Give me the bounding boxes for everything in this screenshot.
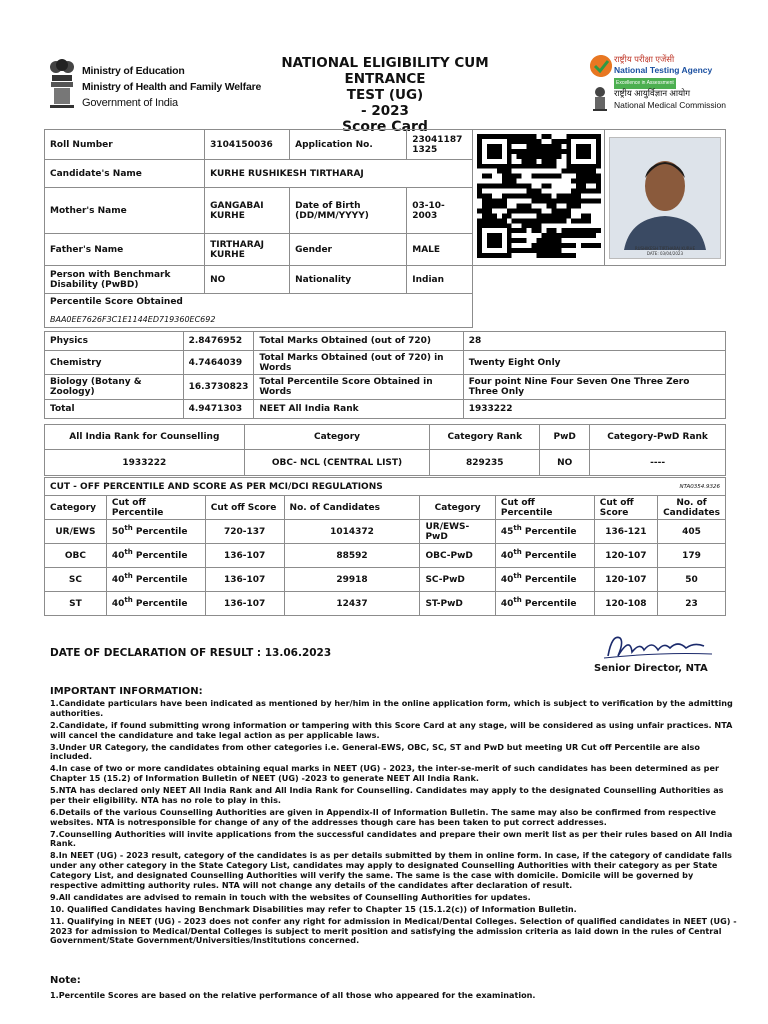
nmc-english-name: National Medical Commission <box>614 100 726 110</box>
important-info-list <box>50 699 740 948</box>
ordinal-suffix: th <box>513 595 522 604</box>
score-hash: BAA0EE7626F3C1E1144ED719360EC692 <box>50 315 216 324</box>
result-value: Four point Nine Four Seven One Three Zero Three Only <box>463 375 725 400</box>
candidate-photo <box>609 137 721 259</box>
cutoff-percentile <box>106 544 205 568</box>
subject-label: Chemistry <box>45 351 184 375</box>
nmc-emblem-icon <box>592 86 608 112</box>
result-label: Total Marks Obtained (out of 720) in Words <box>254 351 463 375</box>
percentile-word: Percentile <box>524 526 577 537</box>
mother-name-label: Mother's Name <box>45 188 205 234</box>
air-value: 1933222 <box>45 450 245 476</box>
category-text: UR/EWS-PwD <box>425 521 470 542</box>
cutoff-score-pwd <box>594 568 657 592</box>
cutoff-score-pwd <box>594 592 657 616</box>
score-text: 136-107 <box>223 598 266 609</box>
pwbd-value: NO <box>205 266 290 294</box>
page-title <box>240 55 530 135</box>
info-item: 3.Under UR Category, the candidates from other categories i.e. General-EWS, OBC, SC, ST and PwD but meeting UR Cut off Percentile are also included. <box>50 741 700 762</box>
category-text: SC <box>68 574 82 585</box>
candidates-count <box>284 520 420 544</box>
cutoff-row <box>45 592 726 616</box>
percentile-word: Percentile <box>524 550 577 561</box>
qr-code-cell <box>473 130 605 266</box>
cutoff-percentile <box>106 592 205 616</box>
ministry-line-2: Ministry of Health and Family Welfare <box>82 81 262 93</box>
score-text: 720-137 <box>223 526 266 537</box>
score-text: 136-107 <box>223 574 266 585</box>
count-text: 179 <box>682 550 701 561</box>
photo-cell <box>604 130 725 266</box>
scores-table <box>44 331 726 419</box>
application-no-label: Application No. <box>290 130 407 160</box>
father-name-label: Father's Name <box>45 234 205 266</box>
roll-number-value: 3104150036 <box>205 130 290 160</box>
cutoff-category-pwd <box>420 592 495 616</box>
category-rank-value: 829235 <box>430 450 540 476</box>
subject-label: Physics <box>45 332 184 351</box>
count-text: 88592 <box>336 550 368 561</box>
percentile-number: 40 <box>111 550 125 561</box>
subject-percentile: 2.8476952 <box>183 332 254 351</box>
count-text: 12437 <box>336 598 368 609</box>
percentile-number: 40 <box>500 598 514 609</box>
percentile-word: Percentile <box>135 550 188 561</box>
score-text: 120-107 <box>605 550 647 561</box>
percentile-number: 40 <box>500 574 514 585</box>
candidates-count-pwd <box>658 544 726 568</box>
count-text: 405 <box>682 526 701 537</box>
candidates-count-pwd <box>658 592 726 616</box>
photo-caption-date: DATE: 03/04/2023 <box>646 250 684 256</box>
result-value: Twenty Eight Only <box>463 351 725 375</box>
percentile-number: 45 <box>500 526 514 537</box>
cutoff-category-pwd <box>420 544 495 568</box>
subject-percentile: 4.9471303 <box>183 400 254 419</box>
cutoff-category-header-2: Category <box>420 496 495 520</box>
nmc-hindi-name: राष्ट्रीय आयुर्विज्ञान आयोग <box>614 88 691 98</box>
cutoff-category-header: Category <box>45 496 107 520</box>
national-emblem-icon <box>46 55 78 111</box>
cutoff-table <box>44 477 726 616</box>
cutoff-score <box>205 592 284 616</box>
gender-label: Gender <box>290 234 407 266</box>
pwbd-label: Person with Benchmark Disability (PwBD) <box>45 266 205 294</box>
subject-percentile: 4.7464039 <box>183 351 254 375</box>
cutoff-percentile-pwd <box>495 544 594 568</box>
rank-table <box>44 424 726 476</box>
declaration-date: DATE OF DECLARATION OF RESULT : 13.06.2023 <box>50 647 332 659</box>
count-text: 1014372 <box>330 526 374 537</box>
agency-logos <box>590 52 760 114</box>
nta-hindi-name: राष्ट्रीय परीक्षा एजेंसी <box>614 54 675 64</box>
cutoff-category-pwd <box>420 520 495 544</box>
pwd-header: PwD <box>540 425 590 450</box>
percentile-number: 40 <box>500 550 514 561</box>
gender-value: MALE <box>407 234 473 266</box>
signature-icon <box>600 628 720 664</box>
cutoff-row <box>45 520 726 544</box>
candidates-count-pwd <box>658 520 726 544</box>
info-item: 2.Candidate, if found submitting wrong information or tampering with this Score Card at any stage, will be considered as using unfair practices. NTA will cancel the candidature and take legal action as per applicable laws. <box>50 719 733 740</box>
ministry-line-3: Government of India <box>82 97 178 109</box>
dob-label: Date of Birth (DD/MM/YYYY) <box>290 188 407 234</box>
title-line-3: - 2023 <box>361 103 409 119</box>
cutoff-percentile-pwd <box>495 592 594 616</box>
candidate-name-value: KURHE RUSHIKESH TIRTHARAJ <box>205 160 473 188</box>
cutoff-category <box>45 544 107 568</box>
count-text: 23 <box>685 598 698 609</box>
cutoff-score-header: Cut off Score <box>205 496 284 520</box>
percentile-word: Percentile <box>135 598 188 609</box>
mother-name-value: GANGABAI KURHE <box>205 188 290 234</box>
cutoff-score-pwd <box>594 520 657 544</box>
cutoff-percentile <box>106 568 205 592</box>
info-item: 8.In NEET (UG) - 2023 result, category of the candidates is as per details submitted by them in online form. In case, if the category of candidate falls under any other category in the State Category List, candidates may apply to designated Counselling Authorities with their category as per State Category List, and designated Counselling Authorities will verify the same. The same is the case with domicile. Domicile will be governed by respective admitting authority rules. NTA will not change any details of the candidates after declaration of result. <box>50 850 732 890</box>
cutoff-category-pwd <box>420 568 495 592</box>
candidates-count <box>284 544 420 568</box>
percentile-number: 40 <box>111 598 125 609</box>
category-value: OBC- NCL (CENTRAL LIST) <box>244 450 430 476</box>
cutoff-code: NTA0354.9326 <box>679 484 720 490</box>
nta-english-name: National Testing Agency <box>614 65 713 75</box>
note-heading: Note: <box>50 975 81 986</box>
result-value: 28 <box>463 332 725 351</box>
result-label: Total Percentile Score Obtained in Words <box>254 375 463 400</box>
percentile-word: Percentile <box>135 526 188 537</box>
percentile-heading-cell <box>45 294 473 328</box>
ministry-header <box>46 55 262 115</box>
nta-tagline: Excellence in Assessment <box>614 78 676 89</box>
info-item: 5.NTA has declared only NEET All India Rank and All India Rank for Counselling. Candidates may apply to the designated Counselling Authorities as per their eligibility. NTA has no role to play in this. <box>50 785 724 805</box>
empty-cell <box>473 266 726 294</box>
nationality-value: Indian <box>407 266 473 294</box>
dob-value: 03-10-2003 <box>407 188 473 234</box>
category-text: ST-PwD <box>425 598 463 609</box>
result-label: Total Marks Obtained (out of 720) <box>254 332 463 351</box>
category-text: OBC-PwD <box>425 550 473 561</box>
note-item: 1.Percentile Scores are based on the relative performance of all those who appeared for the examination. <box>50 990 536 1000</box>
score-row <box>45 375 726 400</box>
category-text: UR/EWS <box>55 526 96 537</box>
ordinal-suffix: th <box>513 547 522 556</box>
application-no-value: 230411871325 <box>407 130 473 160</box>
pwd-value: NO <box>540 450 590 476</box>
info-item: 1.Candidate particulars have been indicated as mentioned by her/him in the online application form, which is subject to verification by the admitting authorities. <box>50 698 733 718</box>
info-item: 10. Qualified Candidates having Benchmark Disabilities may refer to Chapter 15 (15.1.2(c)) of Information Bulletin. <box>50 903 577 914</box>
ordinal-suffix: th <box>124 547 133 556</box>
candidates-count <box>284 592 420 616</box>
title-line-2: TEST (UG) <box>346 87 424 103</box>
category-header: Category <box>244 425 430 450</box>
nta-logo-icon <box>590 55 612 77</box>
cutoff-score <box>205 568 284 592</box>
percentile-word: Percentile <box>524 598 577 609</box>
score-text: 120-107 <box>605 574 647 585</box>
ministry-line-1: Ministry of Education <box>82 65 185 77</box>
candidates-count-header: No. of Candidates <box>284 496 420 520</box>
candidate-details-table <box>44 129 726 328</box>
category-pwd-rank-header: Category-PwD Rank <box>590 425 726 450</box>
category-pwd-rank-value: ---- <box>590 450 726 476</box>
qr-code-icon <box>477 134 601 258</box>
cutoff-percentile-pwd <box>495 520 594 544</box>
father-name-value: TIRTHARAJ KURHE <box>205 234 290 266</box>
info-item: 4.In case of two or more candidates obtaining equal marks in NEET (UG) - 2023, the inter-se-merit of such candidates has been determined as per Chapter 15 (15.2) of Information Bulletin of NEET (UG) -2023 to generate NEET All India Rank. <box>50 763 719 784</box>
cutoff-score <box>205 544 284 568</box>
candidates-count-header-2: No. of Candidates <box>658 496 726 520</box>
cutoff-row <box>45 568 726 592</box>
cutoff-category <box>45 568 107 592</box>
title-line-1: NATIONAL ELIGIBILITY CUM ENTRANCE <box>281 55 489 87</box>
cutoff-score-header-2: Cut off Score <box>594 496 657 520</box>
cutoff-category <box>45 592 107 616</box>
result-label: NEET All India Rank <box>254 400 463 419</box>
title-line-4: Score Card <box>342 119 428 135</box>
ordinal-suffix: th <box>124 523 133 532</box>
info-item: 11. Qualifying in NEET (UG) - 2023 does not confer any right for admission in Medical/Dental Colleges. Selection of qualified candidates in NEET (UG) - 2023 for admission to Medical/Dental Colleges is subject to merit position and satisfying the admission criteria as laid down in the rules of Central Government/State Government/Universities/Institutions concerned. <box>50 915 737 946</box>
percentile-word: Percentile <box>524 574 577 585</box>
score-text: 120-108 <box>605 598 647 609</box>
info-item: 7.Counselling Authorities will invite applications from the successful candidates and prepare their own merit list as per their rules based on All India Rank. <box>50 828 733 849</box>
score-row <box>45 351 726 375</box>
count-text: 29918 <box>336 574 368 585</box>
cutoff-code-cell <box>594 478 725 496</box>
result-value: 1933222 <box>463 400 725 419</box>
ordinal-suffix: th <box>513 571 522 580</box>
score-row <box>45 332 726 351</box>
category-rank-header: Category Rank <box>430 425 540 450</box>
ordinal-suffix: th <box>124 571 133 580</box>
subject-label: Biology (Botany & Zoology) <box>45 375 184 400</box>
count-text: 50 <box>685 574 698 585</box>
category-text: OBC <box>64 550 86 561</box>
ordinal-suffix: th <box>513 523 522 532</box>
percentile-word: Percentile <box>135 574 188 585</box>
category-text: SC-PwD <box>425 574 465 585</box>
signature-title: Senior Director, NTA <box>594 663 708 674</box>
subject-percentile: 16.3730823 <box>183 375 254 400</box>
air-header: All India Rank for Counselling <box>45 425 245 450</box>
photo-caption-name: RUSHIKESH TIRTHARAJ KURHE <box>634 245 696 251</box>
info-item: 9.All candidates are advised to remain in touch with the websites of Counselling Authorities for updates. <box>50 891 531 902</box>
ordinal-suffix: th <box>124 595 133 604</box>
info-heading: IMPORTANT INFORMATION: <box>50 686 203 697</box>
percentile-number: 40 <box>111 574 125 585</box>
subject-label: Total <box>45 400 184 419</box>
score-row <box>45 400 726 419</box>
cutoff-row <box>45 544 726 568</box>
cutoff-percentile-header: Cut off Percentile <box>106 496 205 520</box>
cutoff-score <box>205 520 284 544</box>
cutoff-score-pwd <box>594 544 657 568</box>
candidates-count <box>284 568 420 592</box>
cutoff-percentile-pwd <box>495 568 594 592</box>
roll-number-label: Roll Number <box>45 130 205 160</box>
cutoff-percentile <box>106 520 205 544</box>
category-text: ST <box>69 598 82 609</box>
percentile-number: 50 <box>111 526 125 537</box>
score-text: 136-107 <box>223 550 266 561</box>
candidates-count-pwd <box>658 568 726 592</box>
score-text: 136-121 <box>605 526 647 537</box>
blank-cell <box>473 294 726 328</box>
info-item: 6.Details of the various Counselling Authorities are given in Appendix-II of Information Bulletin. The same may also be confirmed from respective websites. NTA is notresponsible for change of any of the addresses though care has been taken to put correct addresses. <box>50 806 716 827</box>
person-photo-icon <box>610 138 720 258</box>
candidate-name-label: Candidate's Name <box>45 160 205 188</box>
cutoff-category <box>45 520 107 544</box>
percentile-heading: Percentile Score Obtained <box>50 297 183 307</box>
nationality-label: Nationality <box>290 266 407 294</box>
cutoff-heading: CUT - OFF PERCENTILE AND SCORE AS PER MCI/DCI REGULATIONS <box>45 478 595 496</box>
cutoff-percentile-header-2: Cut off Percentile <box>495 496 594 520</box>
